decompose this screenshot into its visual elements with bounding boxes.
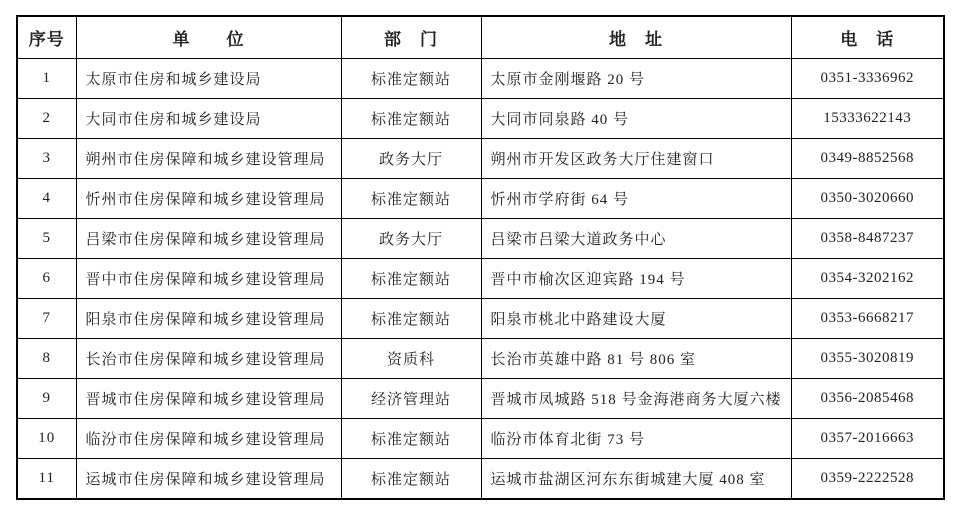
row-dept: 标准定额站 [341, 99, 481, 139]
table-row [17, 99, 944, 139]
table-row [17, 179, 944, 219]
row-addr: 晋城市凤城路 518 号金海港商务大厦六楼 [481, 379, 791, 419]
row-addr: 朔州市开发区政务大厅住建窗口 [481, 139, 791, 179]
table-row [17, 59, 944, 99]
row-addr: 临汾市体育北街 73 号 [481, 419, 791, 459]
row-addr: 长治市英雄中路 81 号 806 室 [481, 339, 791, 379]
row-addr: 晋中市榆次区迎宾路 194 号 [481, 259, 791, 299]
header-addr: 地 址 [481, 16, 791, 59]
row-unit: 忻州市住房保障和城乡建设管理局 [76, 179, 341, 219]
row-unit: 朔州市住房保障和城乡建设管理局 [76, 139, 341, 179]
row-unit: 大同市住房和城乡建设局 [76, 99, 341, 139]
row-no: 6 [17, 259, 76, 299]
header-row [17, 16, 944, 59]
row-dept: 标准定额站 [341, 419, 481, 459]
row-unit: 长治市住房保障和城乡建设管理局 [76, 339, 341, 379]
row-dept: 标准定额站 [341, 59, 481, 99]
row-phone: 0357-2016663 [791, 419, 944, 459]
row-unit: 运城市住房保障和城乡建设管理局 [76, 459, 341, 500]
row-unit: 晋城市住房保障和城乡建设管理局 [76, 379, 341, 419]
table-header [17, 16, 944, 59]
row-no: 3 [17, 139, 76, 179]
row-no: 8 [17, 339, 76, 379]
table-row [17, 339, 944, 379]
row-addr: 运城市盐湖区河东东街城建大厦 408 室 [481, 459, 791, 500]
table-row [17, 219, 944, 259]
row-phone: 0356-2085468 [791, 379, 944, 419]
row-phone: 0355-3020819 [791, 339, 944, 379]
row-phone: 0354-3202162 [791, 259, 944, 299]
row-unit: 阳泉市住房保障和城乡建设管理局 [76, 299, 341, 339]
header-phone: 电 话 [791, 16, 944, 59]
row-phone: 0351-3336962 [791, 59, 944, 99]
row-addr: 忻州市学府街 64 号 [481, 179, 791, 219]
row-no: 4 [17, 179, 76, 219]
header-unit: 单 位 [76, 16, 341, 59]
row-dept: 标准定额站 [341, 259, 481, 299]
row-no: 5 [17, 219, 76, 259]
row-addr: 大同市同泉路 40 号 [481, 99, 791, 139]
row-dept: 政务大厅 [341, 219, 481, 259]
row-dept: 标准定额站 [341, 299, 481, 339]
header-dept: 部 门 [341, 16, 481, 59]
row-no: 11 [17, 459, 76, 500]
row-no: 7 [17, 299, 76, 339]
table-body [17, 59, 944, 500]
table-row [17, 379, 944, 419]
row-no: 2 [17, 99, 76, 139]
row-unit: 太原市住房和城乡建设局 [76, 59, 341, 99]
row-no: 1 [17, 59, 76, 99]
table-row [17, 419, 944, 459]
row-unit: 临汾市住房保障和城乡建设管理局 [76, 419, 341, 459]
row-addr: 太原市金刚堰路 20 号 [481, 59, 791, 99]
row-dept: 政务大厅 [341, 139, 481, 179]
row-addr: 阳泉市桃北中路建设大厦 [481, 299, 791, 339]
row-addr: 吕梁市吕梁大道政务中心 [481, 219, 791, 259]
row-dept: 标准定额站 [341, 179, 481, 219]
row-phone: 0350-3020660 [791, 179, 944, 219]
header-no: 序号 [17, 16, 76, 59]
row-unit: 吕梁市住房保障和城乡建设管理局 [76, 219, 341, 259]
contact-table [16, 15, 945, 500]
row-dept: 资质科 [341, 339, 481, 379]
row-phone: 0358-8487237 [791, 219, 944, 259]
row-no: 9 [17, 379, 76, 419]
table-row [17, 459, 944, 500]
row-no: 10 [17, 419, 76, 459]
table-row [17, 299, 944, 339]
row-phone: 15333622143 [791, 99, 944, 139]
table-row [17, 259, 944, 299]
row-phone: 0353-6668217 [791, 299, 944, 339]
row-dept: 标准定额站 [341, 459, 481, 500]
row-unit: 晋中市住房保障和城乡建设管理局 [76, 259, 341, 299]
row-phone: 0349-8852568 [791, 139, 944, 179]
row-dept: 经济管理站 [341, 379, 481, 419]
row-phone: 0359-2222528 [791, 459, 944, 500]
table-row [17, 139, 944, 179]
